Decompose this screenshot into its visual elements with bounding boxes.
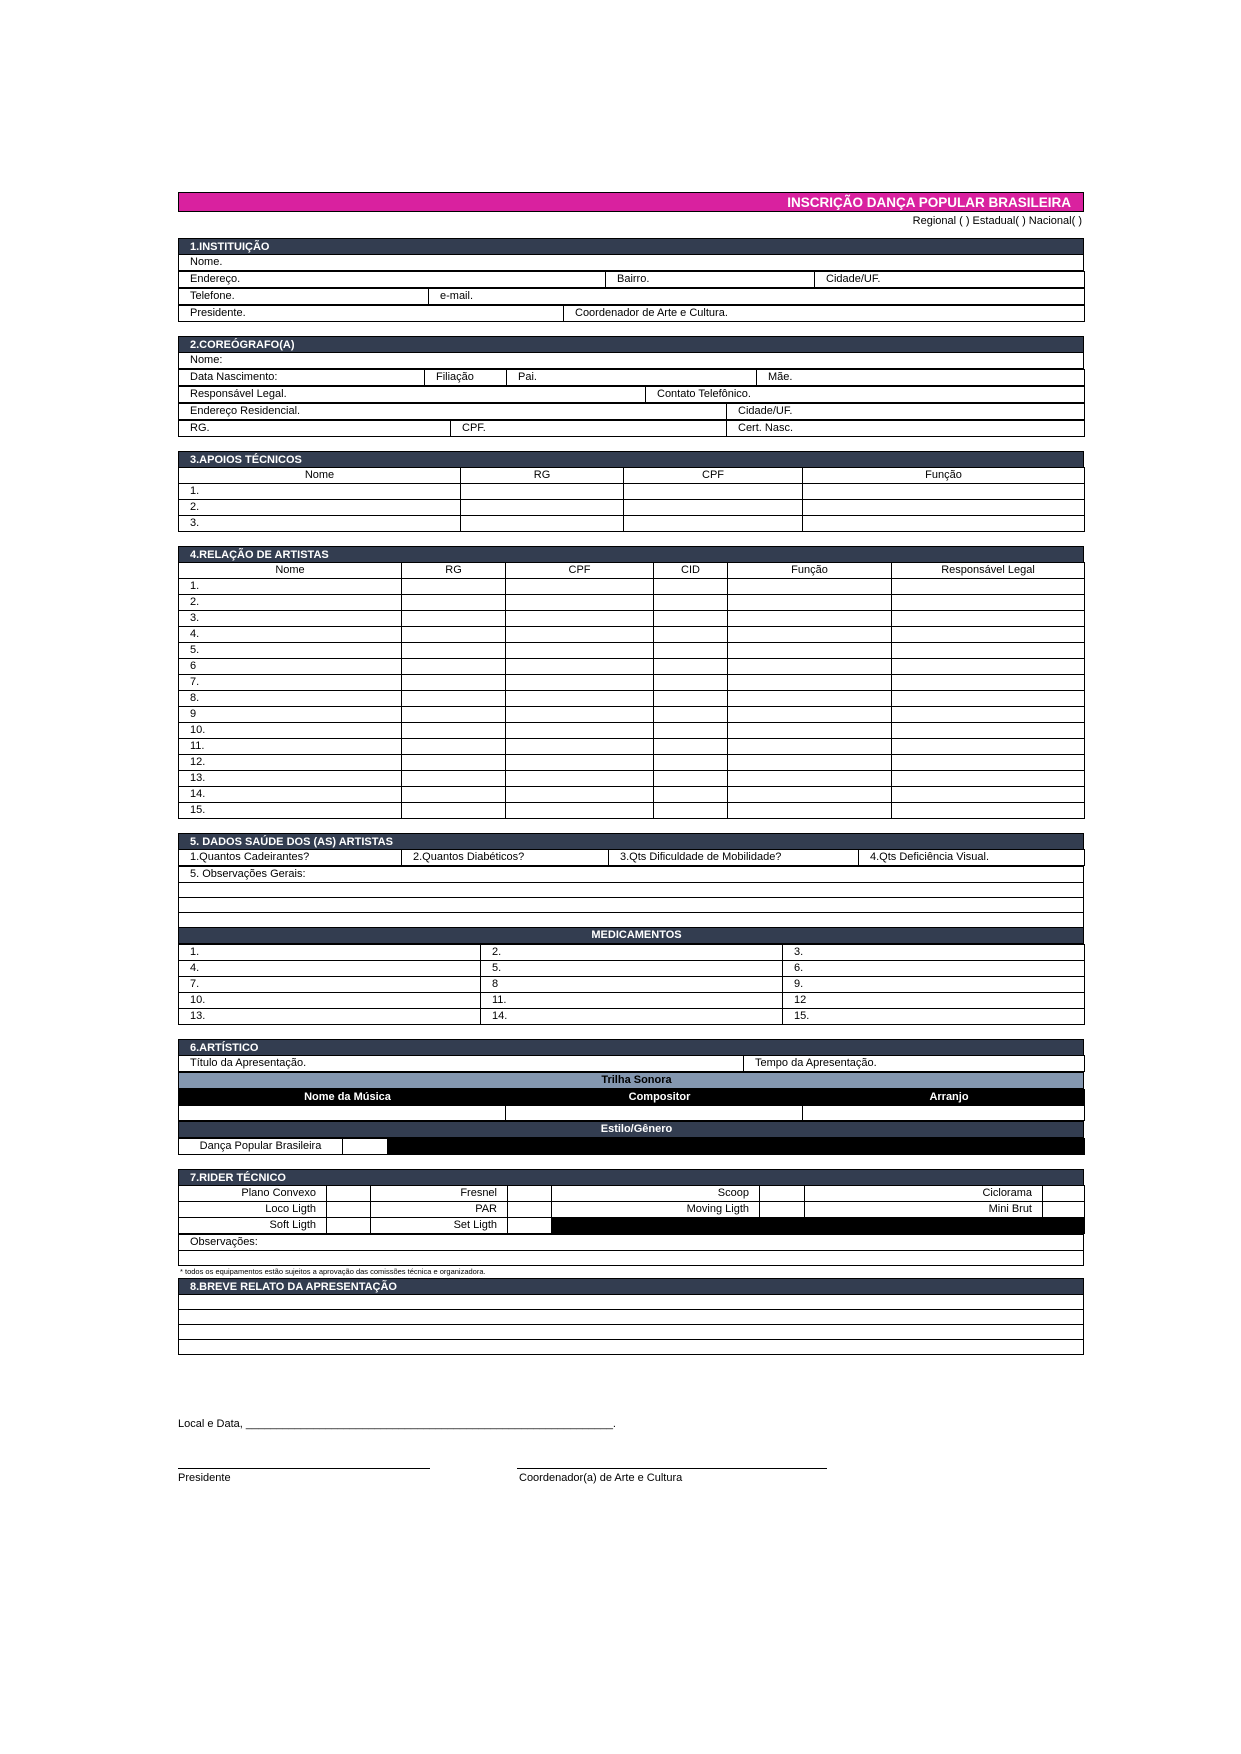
row-label[interactable]: 6 xyxy=(179,659,402,675)
relato-line[interactable] xyxy=(179,1325,1084,1340)
cell[interactable] xyxy=(728,579,892,595)
cell[interactable] xyxy=(892,659,1085,675)
row-label[interactable]: 3. xyxy=(179,516,461,532)
cell[interactable] xyxy=(654,771,728,787)
rider-blocked-area xyxy=(552,1218,805,1234)
section-header: 1.INSTITUIÇÃO xyxy=(178,238,1084,254)
cell[interactable] xyxy=(803,500,1085,516)
table-row xyxy=(179,659,1085,675)
medicamento-cell[interactable]: 13. xyxy=(179,1009,481,1025)
col-header: Função xyxy=(803,468,1085,484)
field-cpf[interactable]: CPF. xyxy=(451,421,727,437)
row-label[interactable]: 13. xyxy=(179,771,402,787)
medicamento-cell[interactable]: 12 xyxy=(783,993,1085,1009)
cell[interactable] xyxy=(654,739,728,755)
cell[interactable] xyxy=(728,771,892,787)
section-header: 7.RIDER TÉCNICO xyxy=(178,1169,1084,1185)
cell[interactable] xyxy=(506,579,654,595)
rider-plano-convexo: Plano Convexo xyxy=(179,1186,327,1202)
table-row xyxy=(179,516,1085,532)
table-row xyxy=(179,484,1085,500)
rider-scoop: Scoop xyxy=(552,1186,760,1202)
cell[interactable] xyxy=(892,627,1085,643)
cell[interactable] xyxy=(892,579,1085,595)
col-header: Nome da Música xyxy=(179,1090,506,1106)
cell[interactable] xyxy=(728,643,892,659)
section-apoios-tecnicos xyxy=(178,451,1084,532)
col-header: Função xyxy=(728,563,892,579)
medicamento-cell[interactable]: 2. xyxy=(481,945,783,961)
field-diabeticos[interactable]: 2.Quantos Diabéticos? xyxy=(402,850,609,866)
cell[interactable] xyxy=(892,771,1085,787)
row-label[interactable]: 5. xyxy=(179,643,402,659)
cell[interactable] xyxy=(892,803,1085,819)
field-titulo-apresentacao[interactable]: Título da Apresentação. xyxy=(179,1056,744,1072)
section-breve-relato xyxy=(178,1278,1084,1355)
qty-cell[interactable] xyxy=(1043,1202,1085,1218)
estilo-danca-popular: Dança Popular Brasileira xyxy=(179,1139,343,1155)
observacoes-line[interactable] xyxy=(179,883,1084,898)
cell[interactable] xyxy=(402,739,506,755)
row-label[interactable]: 14. xyxy=(179,787,402,803)
field-rg[interactable]: RG. xyxy=(179,421,451,437)
qty-cell[interactable] xyxy=(508,1202,552,1218)
observacoes-line[interactable] xyxy=(179,898,1084,913)
row-label[interactable]: 2. xyxy=(179,500,461,516)
col-header: RG xyxy=(461,468,624,484)
medicamento-cell[interactable]: 9. xyxy=(783,977,1085,993)
rider-moving-ligth: Moving Ligth xyxy=(552,1202,760,1218)
cell[interactable] xyxy=(402,691,506,707)
cell[interactable] xyxy=(506,787,654,803)
presidente-label: Presidente xyxy=(178,1472,231,1484)
cell[interactable] xyxy=(892,691,1085,707)
qty-cell[interactable] xyxy=(760,1186,805,1202)
table-row xyxy=(179,977,1085,993)
cell[interactable] xyxy=(892,755,1085,771)
cell[interactable] xyxy=(624,484,803,500)
field-contato[interactable]: Contato Telefônico. xyxy=(646,387,1085,403)
table-row xyxy=(179,771,1085,787)
cell[interactable] xyxy=(728,675,892,691)
field-presidente[interactable]: Presidente. xyxy=(179,306,564,322)
medicamento-cell[interactable]: 6. xyxy=(783,961,1085,977)
cell[interactable] xyxy=(728,803,892,819)
cell[interactable] xyxy=(461,500,624,516)
cell[interactable] xyxy=(506,739,654,755)
section-header: 6.ARTÍSTICO xyxy=(178,1039,1084,1055)
col-header: Responsável Legal xyxy=(892,563,1085,579)
cell[interactable] xyxy=(654,755,728,771)
cell[interactable] xyxy=(654,803,728,819)
medicamento-cell[interactable]: 8 xyxy=(481,977,783,993)
qty-cell[interactable] xyxy=(327,1202,371,1218)
medicamento-cell[interactable]: 14. xyxy=(481,1009,783,1025)
field-observacoes-rider[interactable]: Observações: xyxy=(179,1235,1084,1251)
cell[interactable] xyxy=(728,611,892,627)
cell[interactable] xyxy=(728,691,892,707)
row-label[interactable]: 1. xyxy=(179,484,461,500)
table-row xyxy=(179,755,1085,771)
col-header: Compositor xyxy=(506,1090,803,1106)
artists-table xyxy=(178,562,1085,819)
table-row xyxy=(179,611,1085,627)
row-label[interactable]: 1. xyxy=(179,579,402,595)
field-compositor[interactable] xyxy=(506,1106,803,1121)
field-email[interactable]: e-mail. xyxy=(429,289,1085,305)
scope-options[interactable]: Regional ( ) Estadual( ) Nacional( ) xyxy=(912,215,1082,227)
table-row xyxy=(179,675,1085,691)
relato-line[interactable] xyxy=(179,1310,1084,1325)
local-data-line[interactable]: Local e Data, ____________________________________________________________. xyxy=(178,1418,616,1430)
field-nascimento[interactable]: Data Nascimento: xyxy=(179,370,425,386)
medicamento-cell[interactable]: 7. xyxy=(179,977,481,993)
table-row xyxy=(179,993,1085,1009)
row-label[interactable]: 8. xyxy=(179,691,402,707)
cell[interactable] xyxy=(506,595,654,611)
cell[interactable] xyxy=(506,627,654,643)
qty-cell[interactable] xyxy=(327,1218,371,1234)
cell[interactable] xyxy=(728,595,892,611)
cell[interactable] xyxy=(402,595,506,611)
cell[interactable] xyxy=(402,787,506,803)
medicamento-cell[interactable]: 3. xyxy=(783,945,1085,961)
medicamento-cell[interactable]: 5. xyxy=(481,961,783,977)
cell[interactable] xyxy=(402,659,506,675)
field-arranjo[interactable] xyxy=(803,1106,1085,1121)
medicamentos-header: MEDICAMENTOS xyxy=(179,928,1084,944)
field-observacoes[interactable]: 5. Observações Gerais: xyxy=(179,867,1084,883)
cell[interactable] xyxy=(654,675,728,691)
section-relacao-artistas xyxy=(178,546,1084,819)
cell[interactable] xyxy=(402,643,506,659)
table-row xyxy=(179,707,1085,723)
row-label[interactable]: 2. xyxy=(179,595,402,611)
field-nome-musica[interactable] xyxy=(179,1106,506,1121)
row-label[interactable]: 11. xyxy=(179,739,402,755)
cell[interactable] xyxy=(506,659,654,675)
field-pai[interactable]: Pai. xyxy=(507,370,757,386)
row-label[interactable]: 4. xyxy=(179,627,402,643)
rider-note: * todos os equipamentos estão sujeitos a aprovação das comissões técnica e organizadora. xyxy=(180,1267,486,1276)
field-cidade[interactable]: Cidade/UF. xyxy=(727,404,1085,420)
section-rider-tecnico xyxy=(178,1169,1084,1278)
section-dados-saude xyxy=(178,833,1084,1025)
cell[interactable] xyxy=(506,675,654,691)
cell[interactable] xyxy=(728,723,892,739)
cell[interactable] xyxy=(892,611,1085,627)
cell[interactable] xyxy=(624,500,803,516)
table-row xyxy=(179,595,1085,611)
table-row xyxy=(179,579,1085,595)
field-deficiencia-visual[interactable]: 4.Qts Deficiência Visual. xyxy=(859,850,1085,866)
field-cert-nasc[interactable]: Cert. Nasc. xyxy=(727,421,1085,437)
qty-cell[interactable] xyxy=(508,1186,552,1202)
table-row xyxy=(179,500,1085,516)
qty-cell[interactable] xyxy=(760,1202,805,1218)
cell[interactable] xyxy=(402,611,506,627)
field-nome[interactable]: Nome: xyxy=(179,353,1084,369)
registration-form xyxy=(178,192,1084,1355)
col-header: Nome xyxy=(179,468,461,484)
medicamento-cell[interactable]: 11. xyxy=(481,993,783,1009)
cell[interactable] xyxy=(506,611,654,627)
cell[interactable] xyxy=(654,579,728,595)
cell[interactable] xyxy=(506,723,654,739)
qty-cell[interactable] xyxy=(1043,1186,1085,1202)
section-artistico xyxy=(178,1039,1084,1155)
cell[interactable] xyxy=(402,707,506,723)
cell[interactable] xyxy=(461,516,624,532)
cell[interactable] xyxy=(654,659,728,675)
cell[interactable] xyxy=(728,707,892,723)
cell[interactable] xyxy=(892,643,1085,659)
field-tempo-apresentacao[interactable]: Tempo da Apresentação. xyxy=(744,1056,1085,1072)
cell[interactable] xyxy=(402,803,506,819)
table-row xyxy=(179,787,1085,803)
table-row xyxy=(179,627,1085,643)
field-mobilidade[interactable]: 3.Qts Dificuldade de Mobilidade? xyxy=(609,850,859,866)
estilo-checkbox[interactable] xyxy=(343,1139,388,1155)
cell[interactable] xyxy=(728,755,892,771)
field-mae[interactable]: Mãe. xyxy=(757,370,1085,386)
field-endereco-residencial[interactable]: Endereço Residencial. xyxy=(179,404,727,420)
presidente-signature[interactable] xyxy=(178,1468,430,1484)
table-row xyxy=(179,945,1085,961)
cell[interactable] xyxy=(654,627,728,643)
estilo-genero-header: Estilo/Gênero xyxy=(179,1122,1084,1138)
section-header: 8.BREVE RELATO DA APRESENTAÇÃO xyxy=(178,1278,1084,1294)
cell[interactable] xyxy=(506,755,654,771)
field-telefone[interactable]: Telefone. xyxy=(179,289,429,305)
table-row xyxy=(179,643,1085,659)
rider-loco-ligth: Loco Ligth xyxy=(179,1202,327,1218)
cell[interactable] xyxy=(892,595,1085,611)
cell[interactable] xyxy=(803,484,1085,500)
col-header: CPF xyxy=(506,563,654,579)
cell[interactable] xyxy=(654,787,728,803)
col-header: CPF xyxy=(624,468,803,484)
field-cadeirantes[interactable]: 1.Quantos Cadeirantes? xyxy=(179,850,402,866)
section-coreografo xyxy=(178,336,1084,437)
rider-set-ligth: Set Ligth xyxy=(371,1218,508,1234)
cell[interactable] xyxy=(654,595,728,611)
cell[interactable] xyxy=(728,787,892,803)
cell[interactable] xyxy=(654,707,728,723)
row-label[interactable]: 12. xyxy=(179,755,402,771)
qty-cell[interactable] xyxy=(327,1186,371,1202)
cell[interactable] xyxy=(892,707,1085,723)
table-row xyxy=(179,739,1085,755)
cell[interactable] xyxy=(461,484,624,500)
row-label[interactable]: 10. xyxy=(179,723,402,739)
cell[interactable] xyxy=(402,771,506,787)
field-endereco[interactable]: Endereço. xyxy=(179,272,606,288)
coordenador-signature[interactable] xyxy=(517,1468,827,1484)
cell[interactable] xyxy=(402,627,506,643)
section-header: 2.COREÓGRAFO(A) xyxy=(178,336,1084,352)
filiacao-label: Filiação xyxy=(425,370,507,386)
medicamento-cell[interactable]: 1. xyxy=(179,945,481,961)
cell[interactable] xyxy=(506,691,654,707)
cell[interactable] xyxy=(506,707,654,723)
row-label[interactable]: 9 xyxy=(179,707,402,723)
col-header: RG xyxy=(402,563,506,579)
field-cidade[interactable]: Cidade/UF. xyxy=(815,272,1085,288)
cell[interactable] xyxy=(402,723,506,739)
cell[interactable] xyxy=(402,755,506,771)
row-label[interactable]: 3. xyxy=(179,611,402,627)
row-label[interactable]: 7. xyxy=(179,675,402,691)
rider-soft-ligth: Soft Ligth xyxy=(179,1218,327,1234)
cell[interactable] xyxy=(892,787,1085,803)
cell[interactable] xyxy=(728,739,892,755)
cell[interactable] xyxy=(624,516,803,532)
cell[interactable] xyxy=(402,579,506,595)
field-bairro[interactable]: Bairro. xyxy=(606,272,815,288)
field-nome[interactable]: Nome. xyxy=(179,255,1084,271)
relato-line[interactable] xyxy=(179,1295,1084,1310)
section-instituicao xyxy=(178,238,1084,322)
cell[interactable] xyxy=(892,723,1085,739)
section-header: 5. DADOS SAÚDE DOS (AS) ARTISTAS xyxy=(178,833,1084,849)
table-row xyxy=(179,961,1085,977)
cell[interactable] xyxy=(654,723,728,739)
table-row xyxy=(179,691,1085,707)
section-header: 3.APOIOS TÉCNICOS xyxy=(178,451,1084,467)
medicamentos-table xyxy=(178,944,1085,1025)
table-row xyxy=(179,803,1085,819)
cell[interactable] xyxy=(803,516,1085,532)
cell[interactable] xyxy=(728,627,892,643)
cell[interactable] xyxy=(892,739,1085,755)
table-row xyxy=(179,723,1085,739)
medicamento-cell[interactable]: 4. xyxy=(179,961,481,977)
cell[interactable] xyxy=(654,691,728,707)
rider-blocked-area xyxy=(805,1218,1085,1234)
observacoes-line[interactable] xyxy=(179,913,1084,928)
cell[interactable] xyxy=(506,643,654,659)
qty-cell[interactable] xyxy=(508,1218,552,1234)
rider-par: PAR xyxy=(371,1202,508,1218)
col-header: Arranjo xyxy=(803,1090,1085,1106)
col-header: Nome xyxy=(179,563,402,579)
estilo-blocked-area xyxy=(388,1139,1085,1155)
medicamento-cell[interactable]: 15. xyxy=(783,1009,1085,1025)
rider-fresnel: Fresnel xyxy=(371,1186,508,1202)
cell[interactable] xyxy=(654,611,728,627)
table-row xyxy=(179,1009,1085,1025)
form-title: INSCRIÇÃO DANÇA POPULAR BRASILEIRA xyxy=(178,192,1084,212)
cell[interactable] xyxy=(506,803,654,819)
observacoes-line[interactable] xyxy=(179,1251,1084,1266)
trilha-sonora-header: Trilha Sonora xyxy=(179,1073,1084,1089)
cell[interactable] xyxy=(892,675,1085,691)
rider-ciclorama: Ciclorama xyxy=(805,1186,1043,1202)
field-coordenador[interactable]: Coordenador de Arte e Cultura. xyxy=(564,306,1085,322)
cell[interactable] xyxy=(402,675,506,691)
cell[interactable] xyxy=(506,771,654,787)
cell[interactable] xyxy=(654,643,728,659)
rider-mini-brut: Mini Brut xyxy=(805,1202,1043,1218)
section-header: 4.RELAÇÃO DE ARTISTAS xyxy=(178,546,1084,562)
row-label[interactable]: 15. xyxy=(179,803,402,819)
col-header: CID xyxy=(654,563,728,579)
coordenador-label: Coordenador(a) de Arte e Cultura xyxy=(519,1472,683,1484)
cell[interactable] xyxy=(728,659,892,675)
medicamento-cell[interactable]: 10. xyxy=(179,993,481,1009)
relato-line[interactable] xyxy=(179,1340,1084,1355)
field-responsavel[interactable]: Responsável Legal. xyxy=(179,387,646,403)
